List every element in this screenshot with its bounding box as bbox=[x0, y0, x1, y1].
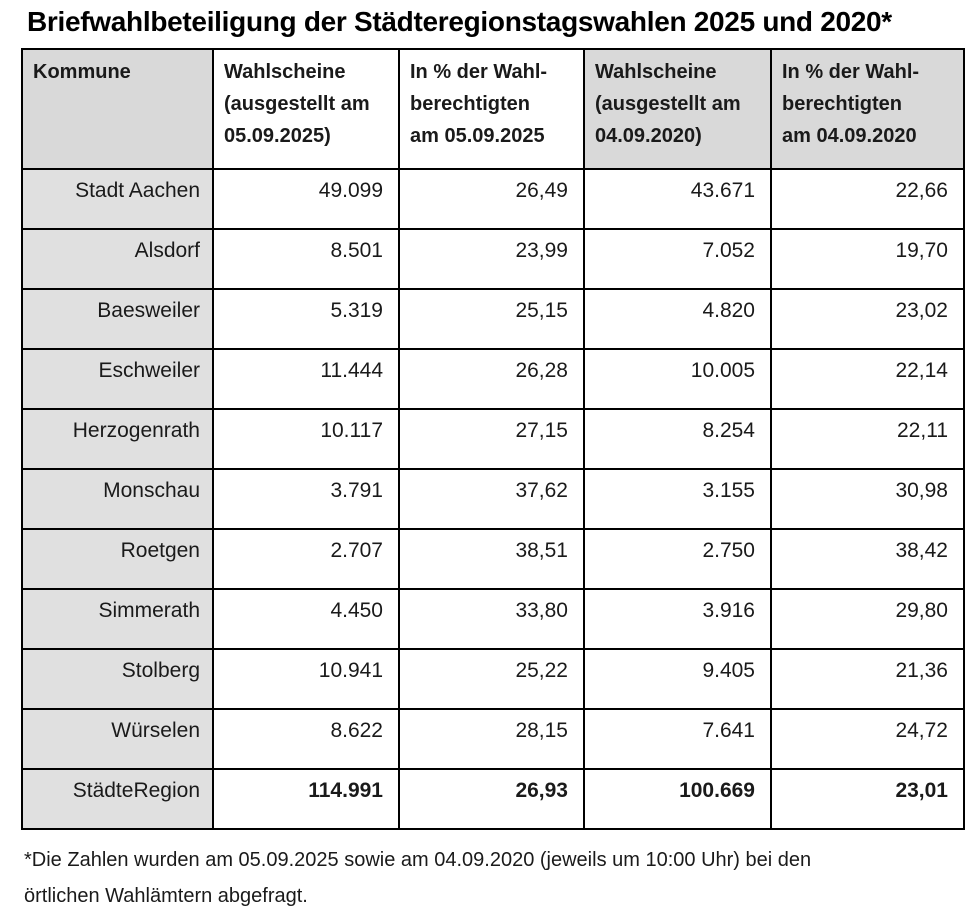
value-cell: 7.641 bbox=[584, 709, 771, 769]
footnote-line: *Die Zahlen wurden am 05.09.2025 sowie am 04.09.2020 (jeweils um 10:00 Uhr) bei den bbox=[24, 849, 812, 871]
value-cell: 38,51 bbox=[399, 529, 584, 589]
briefwahl-table bbox=[21, 48, 965, 830]
table-row bbox=[22, 709, 964, 769]
value-cell: 100.669 bbox=[584, 769, 771, 829]
table-row bbox=[22, 469, 964, 529]
value-cell: 25,15 bbox=[399, 289, 584, 349]
value-cell: 33,80 bbox=[399, 589, 584, 649]
column-header-line: (ausgestellt am bbox=[224, 93, 370, 115]
value-cell: 24,72 bbox=[771, 709, 964, 769]
kommune-cell: Würselen bbox=[22, 709, 213, 769]
column-header bbox=[22, 49, 213, 169]
value-cell: 26,49 bbox=[399, 169, 584, 229]
column-header bbox=[213, 49, 399, 169]
value-cell: 26,28 bbox=[399, 349, 584, 409]
column-header-line: Wahlscheine bbox=[595, 61, 717, 83]
value-cell: 8.622 bbox=[213, 709, 399, 769]
kommune-cell: StädteRegion bbox=[22, 769, 213, 829]
column-header-line: In % der Wahl- bbox=[782, 61, 920, 83]
column-header-line: berechtigten bbox=[410, 93, 531, 115]
value-cell: 43.671 bbox=[584, 169, 771, 229]
value-cell: 28,15 bbox=[399, 709, 584, 769]
header-row bbox=[22, 49, 964, 169]
kommune-cell: Simmerath bbox=[22, 589, 213, 649]
value-cell: 38,42 bbox=[771, 529, 964, 589]
value-cell: 27,15 bbox=[399, 409, 584, 469]
table-row bbox=[22, 169, 964, 229]
value-cell: 30,98 bbox=[771, 469, 964, 529]
value-cell: 23,02 bbox=[771, 289, 964, 349]
value-cell: 22,14 bbox=[771, 349, 964, 409]
column-header bbox=[771, 49, 964, 169]
value-cell: 37,62 bbox=[399, 469, 584, 529]
column-header-line: Kommune bbox=[33, 61, 131, 83]
value-cell: 23,99 bbox=[399, 229, 584, 289]
kommune-cell: Stolberg bbox=[22, 649, 213, 709]
value-cell: 10.941 bbox=[213, 649, 399, 709]
footnote bbox=[24, 842, 965, 914]
value-cell: 3.155 bbox=[584, 469, 771, 529]
value-cell: 25,22 bbox=[399, 649, 584, 709]
kommune-cell: Stadt Aachen bbox=[22, 169, 213, 229]
kommune-cell: Monschau bbox=[22, 469, 213, 529]
value-cell: 22,66 bbox=[771, 169, 964, 229]
value-cell: 8.254 bbox=[584, 409, 771, 469]
table-row bbox=[22, 409, 964, 469]
value-cell: 21,36 bbox=[771, 649, 964, 709]
table-row bbox=[22, 769, 964, 829]
value-cell: 10.005 bbox=[584, 349, 771, 409]
column-header-line: (ausgestellt am bbox=[595, 93, 741, 115]
table-body bbox=[22, 169, 964, 829]
value-cell: 2.707 bbox=[213, 529, 399, 589]
column-header-line: 05.09.2025) bbox=[224, 125, 331, 147]
column-header-line: berechtigten bbox=[782, 93, 903, 115]
value-cell: 4.820 bbox=[584, 289, 771, 349]
kommune-cell: Roetgen bbox=[22, 529, 213, 589]
value-cell: 9.405 bbox=[584, 649, 771, 709]
value-cell: 26,93 bbox=[399, 769, 584, 829]
value-cell: 3.916 bbox=[584, 589, 771, 649]
kommune-cell: Herzogenrath bbox=[22, 409, 213, 469]
table-row bbox=[22, 229, 964, 289]
value-cell: 23,01 bbox=[771, 769, 964, 829]
value-cell: 10.117 bbox=[213, 409, 399, 469]
value-cell: 7.052 bbox=[584, 229, 771, 289]
column-header-line: Wahlscheine bbox=[224, 61, 346, 83]
kommune-cell: Alsdorf bbox=[22, 229, 213, 289]
value-cell: 2.750 bbox=[584, 529, 771, 589]
footnote-line: örtlichen Wahlämtern abgefragt. bbox=[24, 885, 308, 907]
column-header-line: am 04.09.2020 bbox=[782, 125, 917, 147]
table-row bbox=[22, 589, 964, 649]
kommune-cell: Baesweiler bbox=[22, 289, 213, 349]
column-header-line: 04.09.2020) bbox=[595, 125, 702, 147]
value-cell: 114.991 bbox=[213, 769, 399, 829]
value-cell: 4.450 bbox=[213, 589, 399, 649]
page-title: Briefwahlbeteiligung der Städteregionstagswahlen 2025 und 2020* bbox=[27, 6, 892, 37]
value-cell: 3.791 bbox=[213, 469, 399, 529]
value-cell: 8.501 bbox=[213, 229, 399, 289]
value-cell: 19,70 bbox=[771, 229, 964, 289]
table-row bbox=[22, 529, 964, 589]
value-cell: 22,11 bbox=[771, 409, 964, 469]
column-header-line: In % der Wahl- bbox=[410, 61, 548, 83]
column-header bbox=[399, 49, 584, 169]
table-row bbox=[22, 349, 964, 409]
value-cell: 49.099 bbox=[213, 169, 399, 229]
value-cell: 11.444 bbox=[213, 349, 399, 409]
value-cell: 5.319 bbox=[213, 289, 399, 349]
column-header-line: am 05.09.2025 bbox=[410, 125, 545, 147]
column-header bbox=[584, 49, 771, 169]
kommune-cell: Eschweiler bbox=[22, 349, 213, 409]
table-row bbox=[22, 649, 964, 709]
value-cell: 29,80 bbox=[771, 589, 964, 649]
table-row bbox=[22, 289, 964, 349]
